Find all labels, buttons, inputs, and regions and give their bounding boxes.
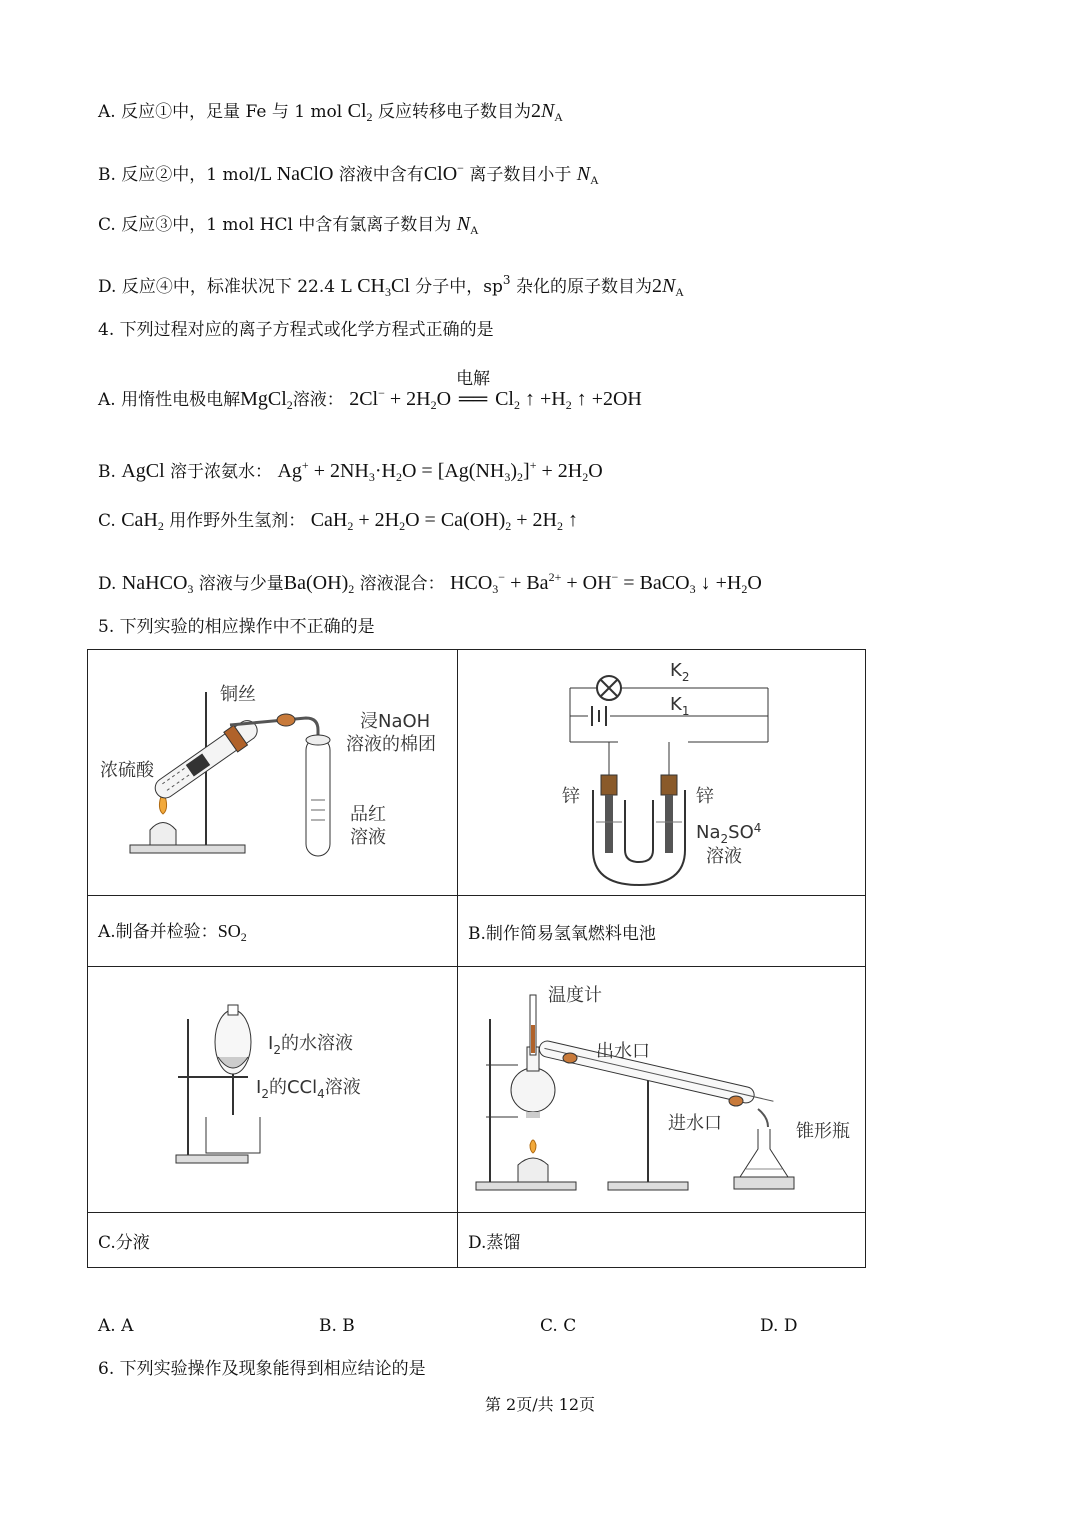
q6-stem: 6. 下列实验操作及现象能得到相应结论的是 (98, 1359, 426, 1379)
label-solution: 溶液 (706, 846, 742, 867)
q3-option-a: A. 反应①中，足量 Fe 与 1 mol $Cl_2$ 反应转移电子数目为$2N_A$ (98, 100, 563, 124)
label-copper-wire: 铜丝 (220, 684, 256, 705)
label-conical-flask: 锥形瓶 (796, 1121, 850, 1142)
apparatus-c-image (88, 967, 457, 1208)
q3-option-b: B. 反应②中，1 mol/L NaClO 溶液中含有ClO− 离子数目小于 $N_A$ (98, 161, 599, 187)
q4-option-b: B. AgCl 溶于浓氨水： $Ag^+ + 2NH_3\cdot H_2O = [Ag(NH_3)_2]^+ + 2H_2O$ (98, 458, 603, 484)
label-zinc-right: 锌 (696, 786, 714, 807)
label-thermometer: 温度计 (548, 985, 602, 1006)
label-water-inlet: 进水口 (668, 1113, 722, 1134)
q3-option-c: C. 反应③中，1 mol HCl 中含有氯离子数目为 $N_A$ (98, 213, 479, 237)
q4-equation-a: $2Cl^- + 2H_2O$ 电解 ══ $Cl_2$ ↑ $+H_2$ ↑ +2OH (349, 369, 642, 412)
apparatus-d-image (458, 967, 865, 1208)
q5-figure-table (87, 649, 866, 1268)
label-naoh-cotton: 浸NaOH (360, 711, 431, 732)
q5-stem: 5. 下列实验的相应操作中不正确的是 (98, 617, 375, 637)
figure-d-cell (458, 967, 866, 1213)
label-na2so4: $Na_2SO^4$ (696, 821, 762, 846)
figure-b-cell (458, 650, 866, 896)
label-i2-water: $I_2$的水溶液 (268, 1033, 353, 1057)
label-k1: $K_1$ (670, 694, 690, 718)
label-i2-ccl4: $I_2$的CCl$_4$溶液 (256, 1077, 361, 1101)
apparatus-b-image (458, 650, 865, 891)
label-naoh-cotton-2: 溶液的棉团 (346, 734, 436, 755)
q4-option-d: D. NaHCO$_3$ 溶液与少量$Ba(OH)_2$ 溶液混合： $HCO_3^- + Ba^{2+} + OH^-$ = BaCO$_3$ ↓ $+H_2O$ (98, 570, 762, 596)
q5-choice-c: C. C (540, 1316, 577, 1336)
label-magenta-solution: 溶液 (350, 827, 386, 848)
q4-option-c: C. CaH$_2$ 用作野外生氢剂： $CaH_2 + 2H_2O = Ca(OH)_2 + 2H_2$ ↑ (98, 509, 578, 533)
caption-d: D.蒸馏 (458, 1213, 866, 1268)
label-conc-sulfuric-acid: 浓硫酸 (100, 760, 154, 781)
figure-c-cell (88, 967, 458, 1213)
q4-equation-c: $CaH_2 + 2H_2O = Ca(OH)_2 + 2H_2$ ↑ (310, 509, 578, 533)
label-magenta: 品红 (350, 804, 386, 825)
q4-equation-b: $Ag^+ + 2NH_3\cdot H_2O = [Ag(NH_3)_2]^+ + 2H_2O$ (277, 458, 603, 484)
label-k2: $K_2$ (670, 660, 690, 684)
q4-equation-d: $HCO_3^- + Ba^{2+} + OH^-$ = BaCO$_3$ ↓ $+H_2O$ (450, 570, 762, 596)
q5-choice-b: B. B (319, 1316, 355, 1336)
apparatus-a-image (88, 650, 457, 891)
label-water-outlet: 出水口 (596, 1041, 650, 1062)
q3-option-d: D. 反应④中，标准状况下 22.4 L $CH_3Cl$ 分子中，$sp^3$ 杂化的原子数目为$2N_A$ (98, 273, 684, 299)
caption-b: B.制作简易氢氧燃料电池 (458, 896, 866, 967)
q5-choice-a: A. A (98, 1316, 134, 1336)
q5-choice-d: D. D (760, 1316, 798, 1336)
q4-option-a: A. 用惰性电极电解MgCl$_2$溶液： $2Cl^- + 2H_2O$ 电解 ══ $Cl_2$ ↑ $+H_2$ ↑ +2OH (98, 369, 642, 412)
caption-c: C.分液 (88, 1213, 458, 1268)
page-footer: 第 2页/共 12页 (484, 1395, 596, 1414)
q4-stem: 4. 下列过程对应的离子方程式或化学方程式正确的是 (98, 320, 494, 340)
caption-a: A.制备并检验：$SO_2$ (88, 896, 458, 967)
label-zinc-left: 锌 (562, 786, 580, 807)
figure-a-cell (88, 650, 458, 896)
